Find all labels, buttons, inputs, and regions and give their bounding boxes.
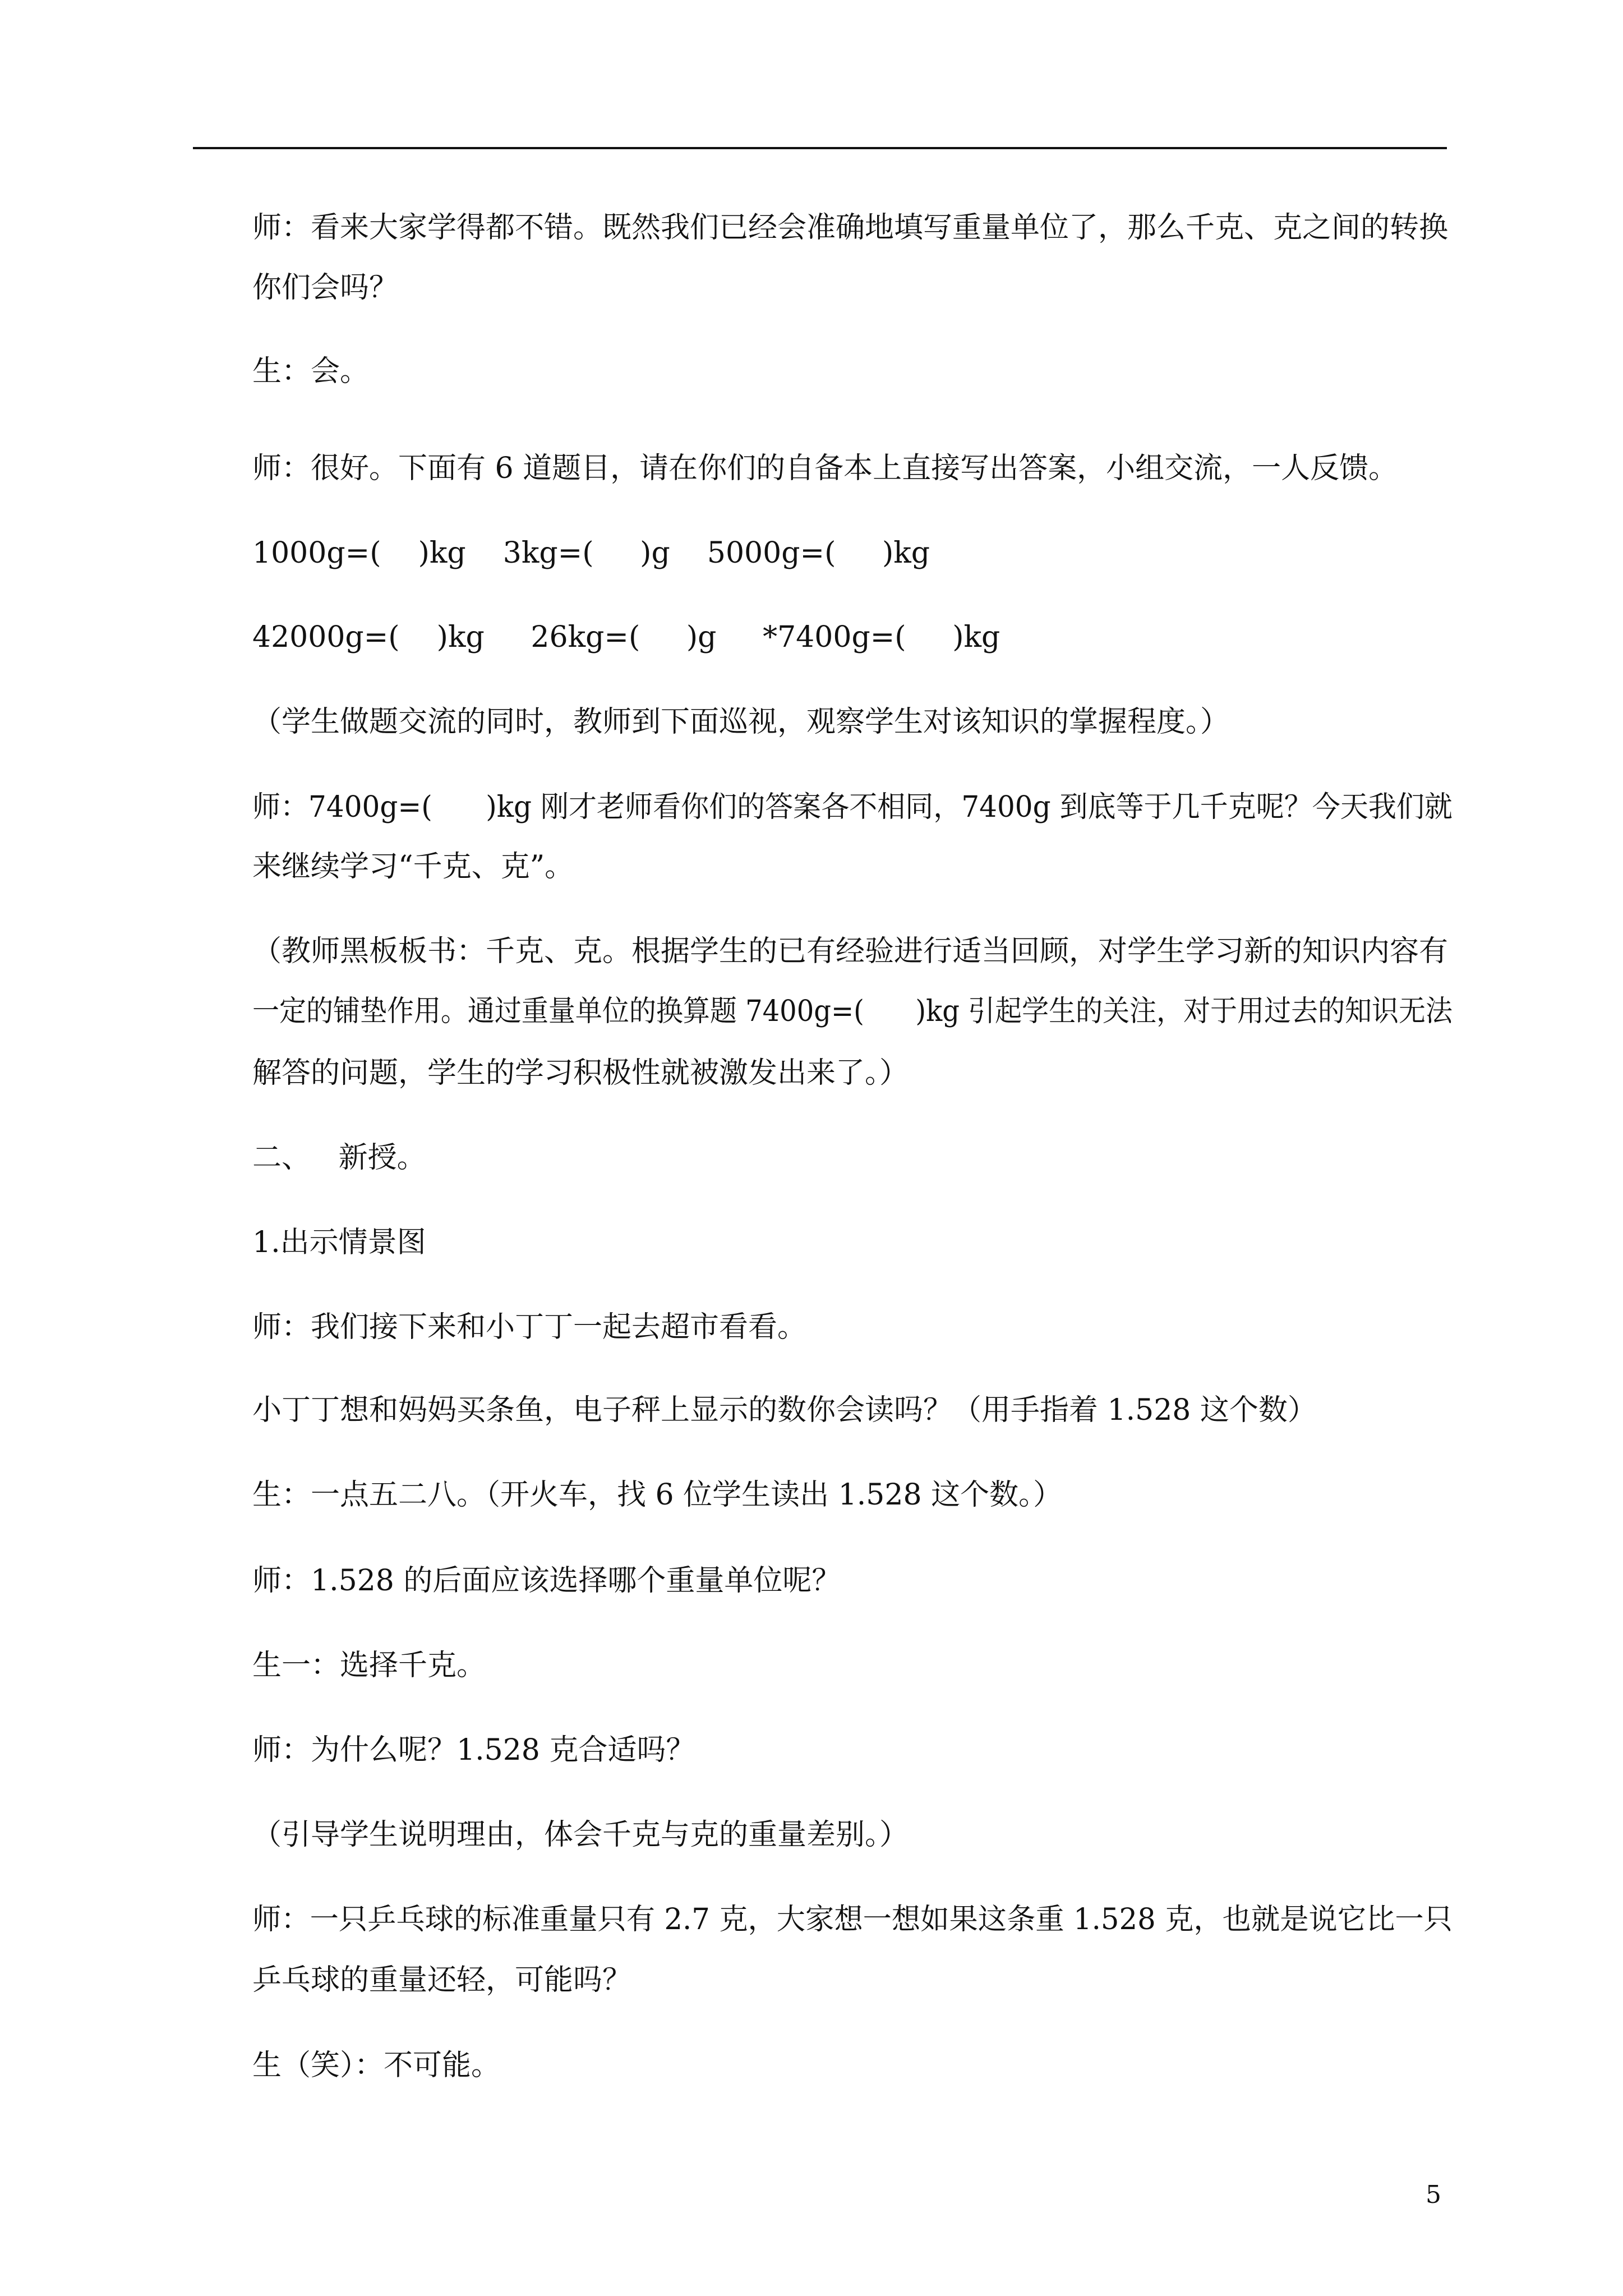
paragraph-line: 生（笑）：不可能。 bbox=[252, 2049, 501, 2082]
paragraph-line: 来继续学习“千克、克”。 bbox=[252, 850, 574, 884]
subsection-heading: 1.出示情景图 bbox=[252, 1226, 426, 1259]
page-number: 5 bbox=[1426, 2180, 1441, 2209]
exercise-line: 1000g=( )kg 3kg=( )g 5000g=( )kg bbox=[252, 536, 930, 570]
paragraph-line: 师：看来大家学得都不错。既然我们已经会准确地填写重量单位了，那么千克、克之间的转换 bbox=[252, 211, 1449, 245]
paragraph-line: 师：一只乒乓球的标准重量只有 2.7 克，大家想一想如果这条重 1.528 克，也就是说它比一只 bbox=[252, 1903, 1453, 1936]
paragraph-line: 解答的问题，学生的学习积极性就被激发出来了。） bbox=[252, 1056, 909, 1090]
paragraph-line: （学生做题交流的同时，教师到下面巡视，观察学生对该知识的掌握程度。） bbox=[252, 705, 1230, 739]
paragraph-line: 生：会。 bbox=[252, 355, 370, 388]
exercise-line: 42000g=( )kg 26kg=( )g *7400g=( )kg bbox=[252, 620, 1000, 654]
paragraph-line: 一定的铺垫作用。通过重量单位的换算题 7400g=( )kg 引起学生的关注，对于用过去的知识无法 bbox=[252, 995, 1453, 1028]
paragraph-line: 师：1.528 的后面应该选择哪个重量单位呢？ bbox=[252, 1564, 841, 1598]
paragraph-line: 师：很好。下面有 6 道题目，请在你们的自备本上直接写出答案，小组交流，一人反馈。 bbox=[252, 452, 1398, 485]
paragraph-line: 师：为什么呢？1.528 克合适吗？ bbox=[252, 1733, 695, 1767]
paragraph-line: 小丁丁想和妈妈买条鱼，电子秤上显示的数你会读吗？（用手指着 1.528 这个数） bbox=[252, 1393, 1317, 1427]
paragraph-line: 师：我们接下来和小丁丁一起去超市看看。 bbox=[252, 1310, 807, 1344]
section-heading: 二、 新授。 bbox=[252, 1141, 426, 1175]
paragraph-line: 生：一点五二八。（开火车，找 6 位学生读出 1.528 这个数。） bbox=[252, 1478, 1063, 1512]
paragraph-line: 你们会吗？ bbox=[252, 271, 399, 305]
paragraph-line: 师：7400g=( )kg 刚才老师看你们的答案各不相同，7400g 到底等于几千克呢？今天我们就 bbox=[252, 790, 1453, 824]
paragraph-line: 生一：选择千克。 bbox=[252, 1649, 486, 1682]
paragraph-line: （引导学生说明理由，体会千克与克的重量差别。） bbox=[252, 1818, 909, 1852]
paragraph-line: 乒乓球的重量还轻，可能吗？ bbox=[252, 1963, 632, 1997]
paragraph-line: （教师黑板板书：千克、克。根据学生的已有经验进行适当回顾，对学生学习新的知识内容有 bbox=[252, 935, 1449, 968]
header-rule bbox=[193, 147, 1447, 149]
